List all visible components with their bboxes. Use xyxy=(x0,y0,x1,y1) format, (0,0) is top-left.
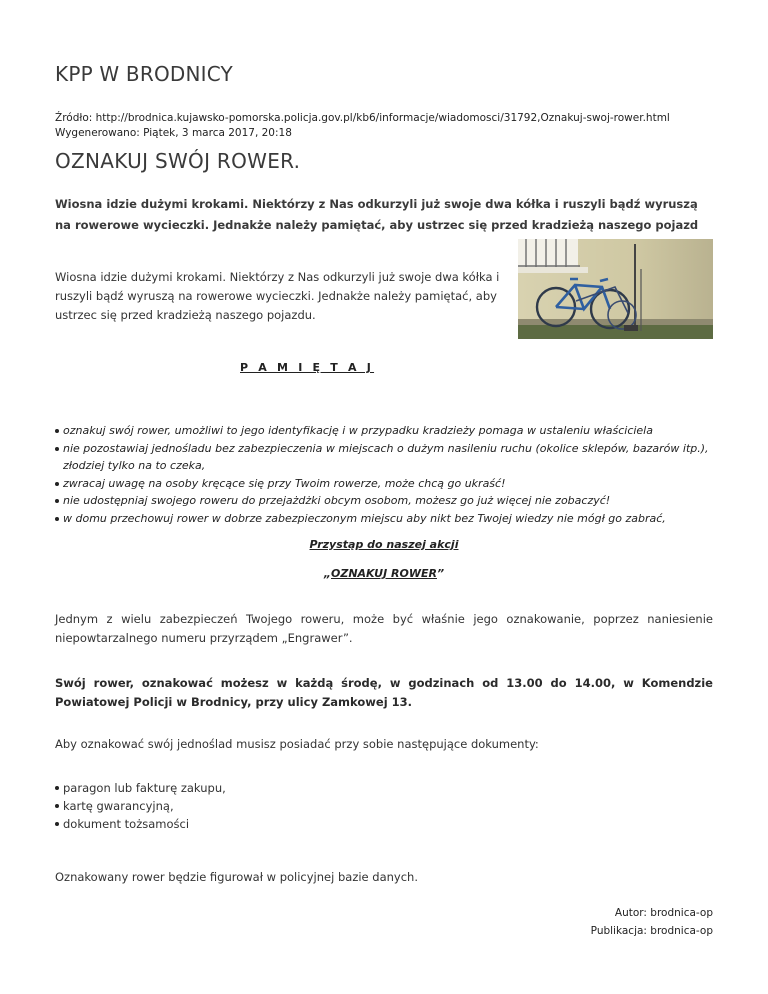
document-meta xyxy=(55,111,670,141)
bicycle-photo xyxy=(518,239,713,339)
article-title: OZNAKUJ SWÓJ ROWER. xyxy=(55,149,301,173)
list-item: w domu przechowuj rower w dobrze zabezpieczonym miejscu aby nikt bez Twojej wiedzy nie mógł go zabrać, xyxy=(63,510,713,528)
campaign-title: OZNAKUJ ROWER xyxy=(331,567,437,580)
source-line: Źródło: http://brodnica.kujawsko-pomorska.policja.gov.pl/kb6/informacje/wiadomosci/31792,Oznakuj-swoj-rower.html xyxy=(55,112,670,124)
campaign-name xyxy=(55,567,713,580)
engrave-paragraph: Jednym z wielu zabezpieczeń Twojego roweru, może być właśnie jego oznakowanie, poprzez naniesienie niepowtarzalnego numeru przyrządem „Engrawer”. xyxy=(55,612,713,645)
list-item: dokument tożsamości xyxy=(63,815,226,833)
generated-line: Wygenerowano: Piątek, 3 marca 2017, 20:18 xyxy=(55,127,292,139)
author-block xyxy=(591,904,713,940)
campaign-open-quote: „ xyxy=(323,567,331,580)
join-heading: Przystąp do naszej akcji xyxy=(309,538,459,551)
article-lead: Wiosna idzie dużymi krokami. Niektórzy z Nas odkurzyli już swoje dwa kółka i ruszyli bądź wyruszą na rowerowe wycieczki. Jednakże należy pamiętać, aby ustrzec się przed kradzieżą naszego pojazd xyxy=(55,197,699,232)
campaign-close-quote: ” xyxy=(436,567,445,580)
author-line: Autor: brodnica-op xyxy=(614,907,713,919)
site-title: KPP W BRODNICY xyxy=(55,62,233,86)
documents-list xyxy=(55,779,226,833)
final-paragraph: Oznakowany rower będzie figurował w policyjnej bazie danych. xyxy=(55,870,418,884)
article-intro: Wiosna idzie dużymi krokami. Niektórzy z Nas odkurzyli już swoje dwa kółka i ruszyli bądź wyruszą na rowerowe wycieczki. Jednakże należy pamiętać, aby ustrzec się przed kradzieżą naszego pojazdu. xyxy=(55,270,500,322)
tips-list xyxy=(55,422,713,527)
list-item: paragon lub fakturę zakupu, xyxy=(63,781,226,795)
list-item: zwracaj uwagę na osoby kręcące się przy Twoim rowerze, może chcą go ukraść! xyxy=(63,475,713,493)
list-item: nie udostępniaj swojego roweru do przejażdżki obcym osobom, możesz go już więcej nie zobaczyć! xyxy=(63,492,713,510)
remember-heading: P A M I Ę T A J xyxy=(240,361,375,374)
bicycle-photo-icon xyxy=(518,239,713,339)
schedule-paragraph: Swój rower, oznakować możesz w każdą środę, w godzinach od 13.00 do 14.00, w Komendzie Powiatowej Policji w Brodnicy, przy ulicy Zamkowej 13. xyxy=(55,676,713,709)
list-item: kartę gwarancyjną, xyxy=(63,797,226,815)
documents-intro: Aby oznakować swój jednoślad musisz posiadać przy sobie następujące dokumenty: xyxy=(55,737,539,751)
list-item: nie pozostawiaj jednośladu bez zabezpieczenia w miejscach o dużym nasileniu ruchu (okolice sklepów, bazarów itp.), złodziej tylko na to czeka, xyxy=(63,440,713,475)
publication-line: Publikacja: brodnica-op xyxy=(590,925,713,937)
list-item: oznakuj swój rower, umożliwi to jego identyfikację i w przypadku kradzieży pomaga w ustaleniu właściciela xyxy=(63,422,713,440)
